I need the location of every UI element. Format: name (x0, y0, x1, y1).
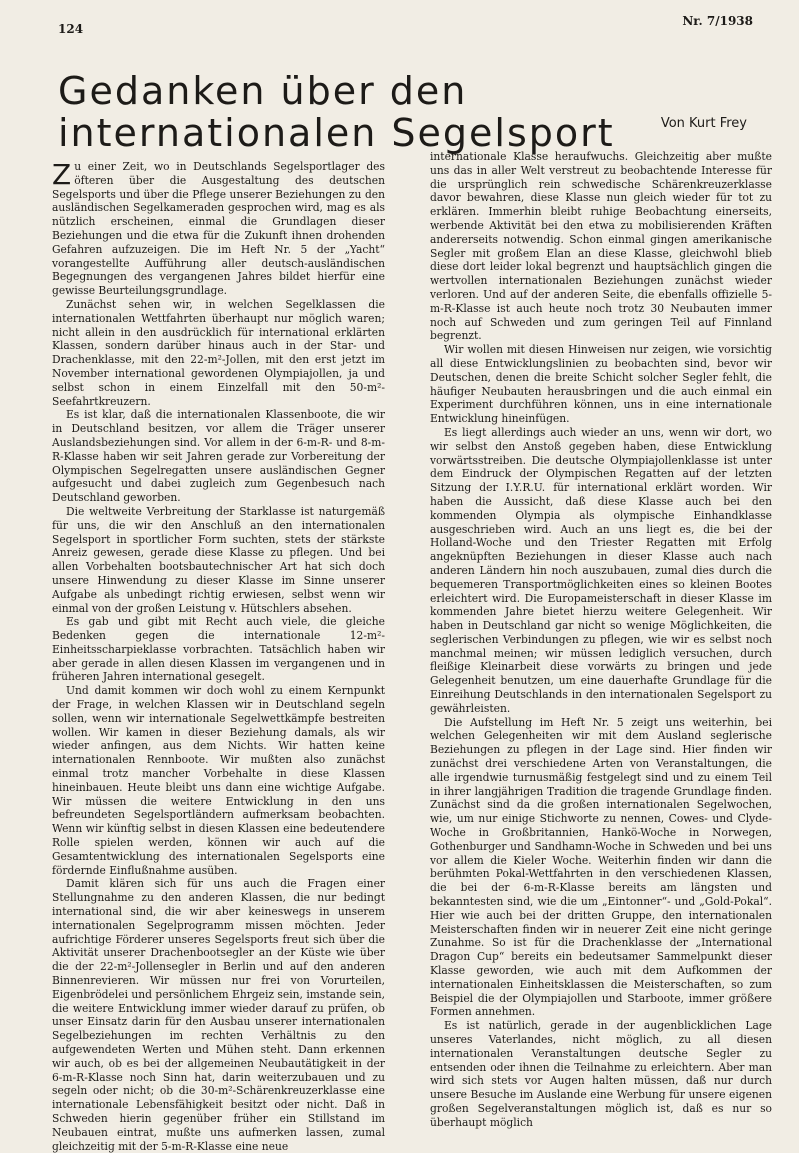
left-column (52, 158, 385, 1153)
page-number: 124 (58, 22, 84, 36)
paragraph-text: u einer Zeit, wo in Deutschlands Segelsportlager des öfteren über die Ausgestaltung des deutschen Segelsports und über die Pflege unserer Beziehungen zu den ausländischen Segelkameraden gesprochen wird, mag es als nützlich erscheinen, einmal die Grundlagen dieser Beziehungen und die etwa für die Zukunft ihnen drohenden Gefahren aufzuzeigen. Die im Heft Nr. 5 der „Yacht“ vorangestellte Aufführung aller deutsch-ausländischen Begegnungen des vergangenen Jahres bildet hierfür eine gewisse Beurteilungsgrundlage. (52, 160, 385, 298)
paragraph: Es ist natürlich, gerade in der augenblicklichen Lage unseres Vaterlandes, nicht möglich, zu all diesen internationalen Veranstaltungen deutsche Segler zu entsenden oder ihnen die Teilnahme zu erleichtern. Aber man wird sich stets vor Augen halten müssen, daß nur durch unsere Besuche im Auslande eine Werbung für unsere eigenen großen Segelveranstaltungen möglich ist, daß es nur so überhaupt möglich (430, 1019, 772, 1129)
paragraph: Wir wollen mit diesen Hinweisen nur zeigen, wie vorsichtig all diese Entwicklungslinien zu beobachten sind, bevor wir Deutschen, denen die breite Schicht solcher Segler fehlt, die häufiger Neubauten herausbringen und die auch einmal ein Experiment durchführen können, uns in eine internationale Entwicklung hineinfügen. (430, 343, 772, 426)
drop-cap: Z (52, 158, 72, 191)
paragraph: Es liegt allerdings auch wieder an uns, wenn wir dort, wo wir selbst den Anstoß gegeben haben, diese Entwicklung vorwärtsstreiben. Die deutsche Olympiajollenklasse ist unter dem Eindruck der Olympischen Regatten auf der letzten Sitzung der I.Y.R.U. für international erklärt worden. Wir haben die Aussicht, daß diese Klasse auch bei den kommenden Olympia als olympische Einhandklasse ausgeschrieben wird. Auch an uns liegt es, die bei der Holland-Woche und den Triester Regatten mit Erfolg angeknüpften Beziehungen in dieser Klasse auch nach anderen Ländern hin noch auszubauen, zumal dies durch die bequemeren Transportmöglichkeiten eines so kleinen Bootes erleichtert wird. Die Europameisterschaft in dieser Klasse im kommenden Jahre bietet hierzu weitere Gelegenheit. Wir haben in Deutschland gar nicht so wenige Möglichkeiten, die seglerischen Verbindungen zu pflegen, wie wir es selbst noch manchmal meinen; wir müssen lediglich versuchen, durch fleißige Kleinarbeit diese vorwärts zu bringen und jede Gelegenheit benutzen, um eine dauerhafte Grundlage für die Einreihung Deutschlands in den internationalen Segelsport zu gewährleisten. (430, 425, 772, 715)
paragraph: Es gab und gibt mit Recht auch viele, die gleiche Bedenken gegen die internationale 12-m²-Einheitsscharpieklasse vorbrachten. Tatsächlich haben wir aber gerade in allen diesen Klassen im vergangenen und in früheren Jahren international gesegelt. (52, 615, 385, 684)
right-column (430, 150, 772, 1129)
paragraph: Damit klären sich für uns auch die Fragen einer Stellungnahme zu den anderen Klassen, die nur bedingt international sind, die wir aber keineswegs in unserem internationalen Segelprogramm missen möchten. Jeder aufrichtige Förderer unseres Segelsports freut sich über die Aktivität unserer Drachenbootsegler an der Küste wie über die der 22-m²-Jollensegler in Berlin und auf den anderen Binnenrevieren. Wir müssen nur frei von Vorurteilen, Eigenbrödelei und persönlichem Ehrgeiz sein, imstande sein, die weitere Entwicklung immer wieder darauf zu prüfen, ob unser Einsatz darin für den Ausbau unserer internationalen Segelbeziehungen im rechten Verhältnis zu den aufgewendeten Werten und Mühen steht. Dann erkennen wir auch, ob es bei der allgemeinen Neubautätigkeit in der 6-m-R-Klasse noch Sinn hat, darin weiterzubauen und zu segeln oder nicht; ob die 30-m²-Schärenkreuzerklasse eine internationale Lebensfähigkeit besitzt oder nicht. Daß in Schweden hierin gegenüber früher ein Stillstand im Neubauen eintrat, mußte uns aufmerken lassen, zumal gleichzeitig mit der 5-m-R-Klasse eine neue (52, 877, 385, 1153)
paragraph: Die Aufstellung im Heft Nr. 5 zeigt uns weiterhin, bei welchen Gelegenheiten wir mit dem Ausland seglerische Beziehungen zu pflegen in der Lage sind. Hier finden wir zunächst drei verschiedene Arten von Veranstaltungen, die alle irgendwie turnusmäßig festgelegt sind und zu einem Teil in ihrer langjährigen Tradition die tragende Grundlage finden. Zunächst sind da die großen internationalen Segelwochen, wie, um nur einige Stichworte zu nennen, Cowes- und Clyde-Woche in Großbritannien, Hankö-Woche in Norwegen, Gothenburger und Sandhamn-Woche in Schweden und bei uns vor allem die Kieler Woche. Weiterhin finden wir dann die berühmten Pokal-Wettfahrten in den verschiedenen Klassen, die bei der 6-m-R-Klasse bereits am längsten und bekanntesten sind, wie die um „Eintonner“- und „Gold-Pokal“. Hier wie auch bei der dritten Gruppe, den internationalen Meisterschaften finden wir in neuerer Zeit eine nicht geringe Zunahme. So ist für die Drachenklasse der „International Dragon Cup“ bereits ein bedeutsamer Sammelpunkt dieser Klasse geworden, wie auch mit dem Aufkommen der internationalen Einheitsklassen die Meisterschaften, so zum Beispiel die der Olympiajollen und Starboote, immer größere Formen annehmen. (430, 715, 772, 1019)
paragraph: Es ist klar, daß die internationalen Klassenboote, die wir in Deutschland besitzen, vor allem die Träger unserer Auslandsbeziehungen sind. Vor allem in der 6-m-R- und 8-m-R-Klasse haben wir seit Jahren gerade zur Vorbereitung der Olympischen Segelregatten unsere ausländischen Gegner aufgesucht und dabei zugleich zum Gegenbesuch nach Deutschland geworben. (52, 408, 385, 505)
paragraph: Zunächst sehen wir, in welchen Segelklassen die internationalen Wettfahrten überhaupt nur möglich waren; nicht allein in den ausdrücklich für international erklärten Klassen, sondern darüber hinaus auch in der Star- und Drachenklasse, mit den 22-m²-Jollen, mit den erst jetzt im November international gewordenen Olympiajollen, ja und selbst schon in einem Einzelfall mit den 50-m²-Seefahrtkreuzern. (52, 297, 385, 408)
article-title: Gedanken über den internationalen Segelsport (58, 69, 615, 155)
article-byline: Von Kurt Frey (660, 116, 747, 131)
paragraph: Und damit kommen wir doch wohl zu einem Kernpunkt der Frage, in welchen Klassen wir in Deutschland segeln sollen, wenn wir internationale Segelwettkämpfe bestreiten wollen. Wir kamen in dieser Beziehung damals, als wir wieder anfingen, aus dem Nichts. Wir hatten keine internationalen Rennboote. Wir mußten also zunächst einmal trotz mancher Vorbehalte in diese Klassen hineinbauen. Heute bleibt uns dann eine wichtige Aufgabe. Wir müssen die weitere Entwicklung in den uns befreundeten Segelsportländern aufmerksam beobachten. Wenn wir künftig selbst in diesen Klassen eine bedeutendere Rolle spielen werden, können wir auch auf die Gesamtentwicklung des internationalen Segelsports eine fördernde Einflußnahme ausüben. (52, 684, 385, 877)
paragraph (52, 160, 385, 298)
issue-number: Nr. 7/1938 (682, 14, 753, 28)
paragraph: Die weltweite Verbreitung der Starklasse ist naturgemäß für uns, die wir den Anschluß an den internationalen Segelsport in sportlicher Form suchten, stets der stärkste Anreiz gewesen, gerade diese Klasse zu pflegen. Und bei allen Vorbehalten bootsbautechnischer Art hat sich doch unsere Hinwendung zu dieser Klasse im Sinne unserer Aufgabe als unbedingt richtig erwiesen, selbst wenn wir einmal von der großen Leistung v. Hütschlers absehen. (52, 504, 385, 615)
paragraph: internationale Klasse heraufwuchs. Gleichzeitig aber mußte uns das in aller Welt verstreut zu beobachtende Interesse für die ursprünglich rein schwedische Schärenkreuzerklasse davor bewahren, diese Klasse nun gleich wieder für tot zu erklären. Immerhin bleibt ruhige Beobachtung einerseits, werbende Aktivität bei den etwa zu mobilisierenden Kräften andererseits notwendig. Schon einmal gingen amerikanische Segler mit großem Elan an diese Klasse, gleichwohl blieb diese dort leider lokal begrenzt und hauptsächlich gingen die wertvollen internationalen Beziehungen zunächst wieder verloren. Und auf der anderen Seite, die ebenfalls offizielle 5-m-R-Klasse ist auch heute noch trotz 30 Neubauten immer noch auf Schweden und zum geringen Teil auf Finnland begrenzt. (430, 150, 772, 343)
